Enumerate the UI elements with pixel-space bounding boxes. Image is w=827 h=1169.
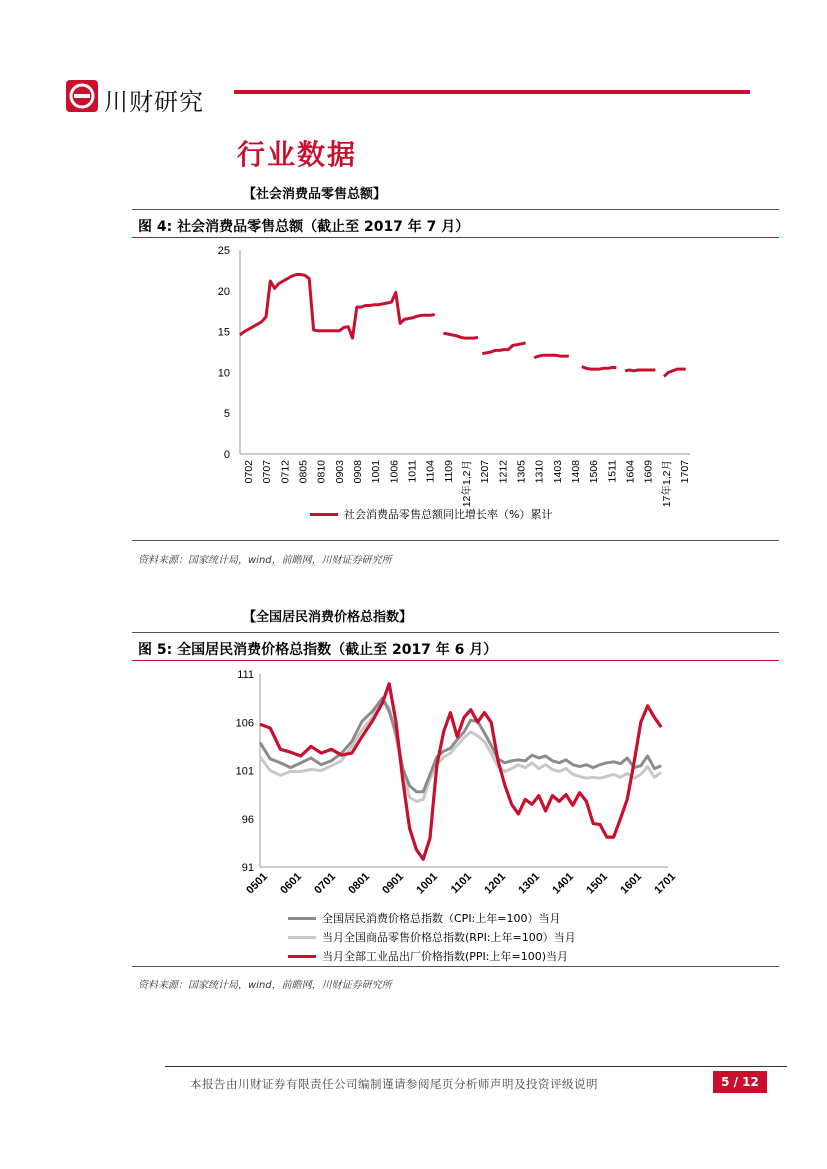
x-tick-label: 0701 xyxy=(312,870,339,897)
fig5-title: 图 5: 全国居民消费价格总指数（截止至 2017 年 6 月） xyxy=(138,642,498,658)
fig4-bottom-rule xyxy=(132,540,779,541)
x-tick-label: 0801 xyxy=(346,870,373,897)
series-line-retail xyxy=(625,370,655,371)
page-number: 5 / 12 xyxy=(713,1071,767,1093)
series-line-retail xyxy=(443,333,478,338)
y-tick-label: 25 xyxy=(217,245,230,257)
x-tick-label: 0601 xyxy=(278,870,305,897)
x-tick-label: 17年1,2月 xyxy=(660,460,673,507)
x-tick-label: 1506 xyxy=(588,460,601,484)
x-tick-label: 1701 xyxy=(652,870,679,897)
x-tick-label: 1104 xyxy=(424,460,437,483)
brand-name: 川财研究 xyxy=(104,88,204,116)
y-tick-label: 5 xyxy=(223,408,230,421)
legend-swatch-ppi xyxy=(288,955,316,958)
fig4-sub-label: 【社会消费品零售总额】 xyxy=(243,187,387,202)
fig5-bottom-rule xyxy=(132,966,779,967)
y-tick-label: 0 xyxy=(223,449,230,461)
fig4-source: 资料来源：国家统计局，wind，前瞻网，川财证券研究所 xyxy=(138,555,392,566)
y-tick-label: 15 xyxy=(217,326,230,339)
x-tick-label: 0805 xyxy=(297,460,310,484)
brand-logo-icon xyxy=(66,80,98,112)
y-tick-label: 10 xyxy=(217,367,230,380)
x-tick-label: 0712 xyxy=(279,460,292,484)
series-line-retail xyxy=(240,275,435,339)
retail-sales-chart xyxy=(200,242,720,507)
x-tick-label: 0908 xyxy=(352,460,364,484)
fig5-top-rule xyxy=(132,632,779,633)
x-tick-label: 0707 xyxy=(261,460,274,484)
fig5-legend-rpi xyxy=(288,929,576,945)
header-divider xyxy=(234,90,750,94)
x-tick-label: 1609 xyxy=(642,460,655,484)
x-tick-label: 0903 xyxy=(333,460,346,484)
fig5-legend-ppi xyxy=(288,948,568,964)
footer-divider xyxy=(165,1066,787,1067)
series-line-retail xyxy=(534,355,569,357)
fig4-title-rule xyxy=(132,237,779,238)
fig5-legend-cpi xyxy=(288,910,560,926)
x-tick-label: 1109 xyxy=(442,460,455,483)
x-tick-label: 0501 xyxy=(244,870,271,897)
x-tick-label: 1101 xyxy=(448,870,475,897)
x-tick-label: 1601 xyxy=(618,870,645,897)
fig5-source: 资料来源：国家统计局，wind，前瞻网，川财证券研究所 xyxy=(138,980,392,991)
x-tick-label: 0810 xyxy=(315,460,328,484)
legend-label-retail: 社会消费品零售总额同比增长率（%）累计 xyxy=(344,508,553,521)
x-tick-label: 1604 xyxy=(624,460,637,484)
legend-label-cpi: 全国居民消费价格总指数（CPI:上年=100）当月 xyxy=(322,912,561,925)
section-title: 行业数据 xyxy=(237,138,358,171)
series-line-retail xyxy=(664,369,686,376)
x-tick-label: 1207 xyxy=(479,460,492,484)
fig4-legend xyxy=(310,506,552,522)
legend-swatch-rpi xyxy=(288,936,316,939)
legend-swatch-cpi xyxy=(288,917,316,920)
x-tick-label: 12年1,2月 xyxy=(461,460,473,507)
series-line-rpi xyxy=(260,699,661,801)
x-tick-label: 1001 xyxy=(370,460,383,484)
x-tick-label: 0702 xyxy=(243,460,255,484)
x-tick-label: 1201 xyxy=(482,870,509,897)
y-tick-label: 91 xyxy=(241,862,254,874)
x-tick-label: 1511 xyxy=(606,460,619,483)
series-line-retail xyxy=(582,367,617,369)
legend-label-ppi: 当月全部工业品出厂价格指数(PPI:上年=100)当月 xyxy=(322,950,569,963)
cpi-chart xyxy=(200,664,700,909)
x-tick-label: 1001 xyxy=(414,870,441,897)
x-tick-label: 1301 xyxy=(516,870,543,897)
legend-label-rpi: 当月全国商品零售价格总指数(RPI:上年=100）当月 xyxy=(322,931,576,944)
series-line-retail xyxy=(482,343,525,354)
x-tick-label: 0901 xyxy=(380,870,407,897)
x-tick-label: 1401 xyxy=(550,870,577,897)
fig4-title: 图 4: 社会消费品零售总额（截止至 2017 年 7 月） xyxy=(138,219,470,235)
y-tick-label: 101 xyxy=(235,765,254,778)
fig5-title-rule xyxy=(132,660,779,661)
y-tick-label: 96 xyxy=(241,813,254,826)
x-tick-label: 1707 xyxy=(679,460,691,484)
x-tick-label: 1305 xyxy=(515,460,528,484)
x-tick-label: 1408 xyxy=(570,460,582,484)
legend-swatch-retail xyxy=(310,513,338,516)
y-tick-label: 111 xyxy=(237,669,254,681)
x-tick-label: 1006 xyxy=(388,460,401,484)
fig4-top-rule xyxy=(132,209,779,210)
y-tick-label: 20 xyxy=(217,285,230,298)
y-tick-label: 106 xyxy=(235,717,254,730)
x-tick-label: 1501 xyxy=(584,870,611,897)
x-tick-label: 1212 xyxy=(497,460,510,484)
footer-disclaimer: 本报告由川财证券有限责任公司编制谨请参阅尾页分析师声明及投资评级说明 xyxy=(190,1077,598,1091)
fig5-sub-label: 【全国居民消费价格总指数】 xyxy=(243,610,413,625)
x-tick-label: 1310 xyxy=(533,460,546,484)
x-tick-label: 1403 xyxy=(551,460,564,484)
x-tick-label: 1011 xyxy=(406,460,419,483)
